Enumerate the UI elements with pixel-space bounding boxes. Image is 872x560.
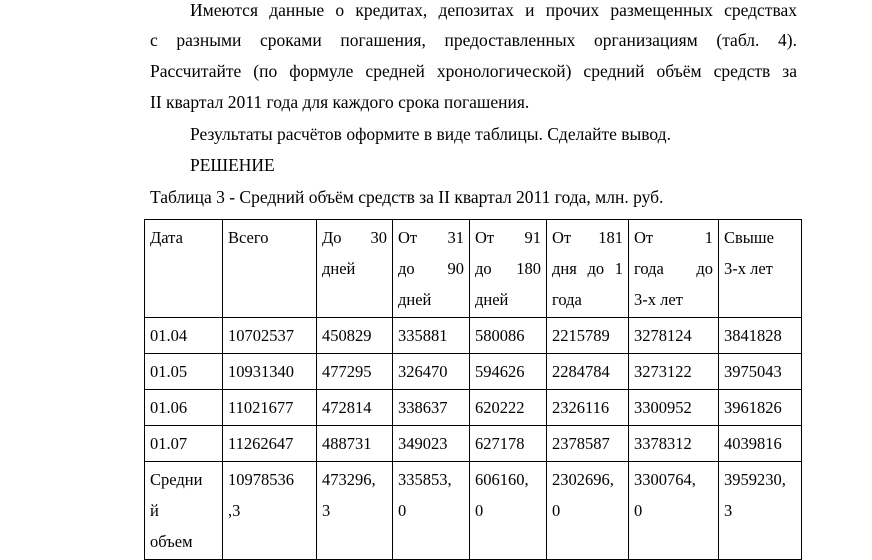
table-cell: 4039816: [719, 426, 802, 462]
table-row: [145, 318, 802, 354]
paragraph-line-1: Имеются данные о кредитах, депозитах и прочих размещенных средствах: [190, 0, 797, 20]
paragraph-line-4: II квартал 2011 года для каждого срока погашения.: [150, 92, 530, 112]
table-cell: 11262647: [223, 426, 317, 462]
table-cell: 10931340: [223, 354, 317, 390]
table-cell: 472814: [317, 390, 393, 426]
header-1-3-years: От 1 года до 3-х лет: [629, 220, 719, 318]
table-cell: 10702537: [223, 318, 317, 354]
table-cell: 3300952: [629, 390, 719, 426]
header-over-3-years: Свыше 3-х лет: [719, 220, 802, 318]
table-cell: 620222: [470, 390, 547, 426]
table-cell: 01.07: [145, 426, 223, 462]
table-cell: 3278124: [629, 318, 719, 354]
table-cell: 3273122: [629, 354, 719, 390]
average-cell: 335853, 0: [393, 462, 470, 560]
table-cell: 326470: [393, 354, 470, 390]
table-row: [145, 426, 802, 462]
header-181-days-1-year: От 181 дня до 1 года: [547, 220, 629, 318]
average-cell: 10978536 ,3: [223, 462, 317, 560]
table-cell: 594626: [470, 354, 547, 390]
header-31-90-days: От 31 до 90 дней: [393, 220, 470, 318]
instruction-text: Результаты расчётов оформите в виде таблицы. Сделайте вывод.: [190, 124, 671, 144]
paragraph-line-3: Рассчитайте (по формуле средней хронологической) средний объём средств за: [150, 61, 797, 81]
table-cell: 3378312: [629, 426, 719, 462]
table-cell: 450829: [317, 318, 393, 354]
table-cell: 2378587: [547, 426, 629, 462]
table-cell: 01.06: [145, 390, 223, 426]
header-upto-30-days: До 30 дней: [317, 220, 393, 318]
header-91-180-days: От 91 до 180 дней: [470, 220, 547, 318]
table-cell: 2326116: [547, 390, 629, 426]
header-total: Всего: [223, 220, 317, 318]
average-cell: 473296, 3: [317, 462, 393, 560]
table-cell: 2284784: [547, 354, 629, 390]
table-cell: 349023: [393, 426, 470, 462]
average-label-cell: Средни й объем: [145, 462, 223, 560]
average-cell: 2302696, 0: [547, 462, 629, 560]
average-cell: 3300764, 0: [629, 462, 719, 560]
average-cell: 3959230, 3: [719, 462, 802, 560]
solution-heading: РЕШЕНИЕ: [190, 155, 275, 175]
table-cell: 3841828: [719, 318, 802, 354]
header-date: Дата: [145, 220, 223, 318]
table-cell: 2215789: [547, 318, 629, 354]
table-caption: Таблица 3 - Средний объём средств за II квартал 2011 года, млн. руб.: [150, 187, 664, 207]
table-cell: 627178: [470, 426, 547, 462]
table-cell: 477295: [317, 354, 393, 390]
table-cell: 335881: [393, 318, 470, 354]
table-cell: 11021677: [223, 390, 317, 426]
table-cell: 3961826: [719, 390, 802, 426]
average-cell: 606160, 0: [470, 462, 547, 560]
table-cell: 580086: [470, 318, 547, 354]
paragraph-line-2: с разными сроками погашения, предоставленных организациям (табл. 4).: [150, 30, 797, 50]
table-row: [145, 390, 802, 426]
table-cell: 338637: [393, 390, 470, 426]
table-cell: 488731: [317, 426, 393, 462]
table-cell: 01.04: [145, 318, 223, 354]
table-cell: 3975043: [719, 354, 802, 390]
table-cell: 01.05: [145, 354, 223, 390]
table-row: [145, 354, 802, 390]
data-table: [144, 219, 802, 560]
table-header-row: [145, 220, 802, 318]
